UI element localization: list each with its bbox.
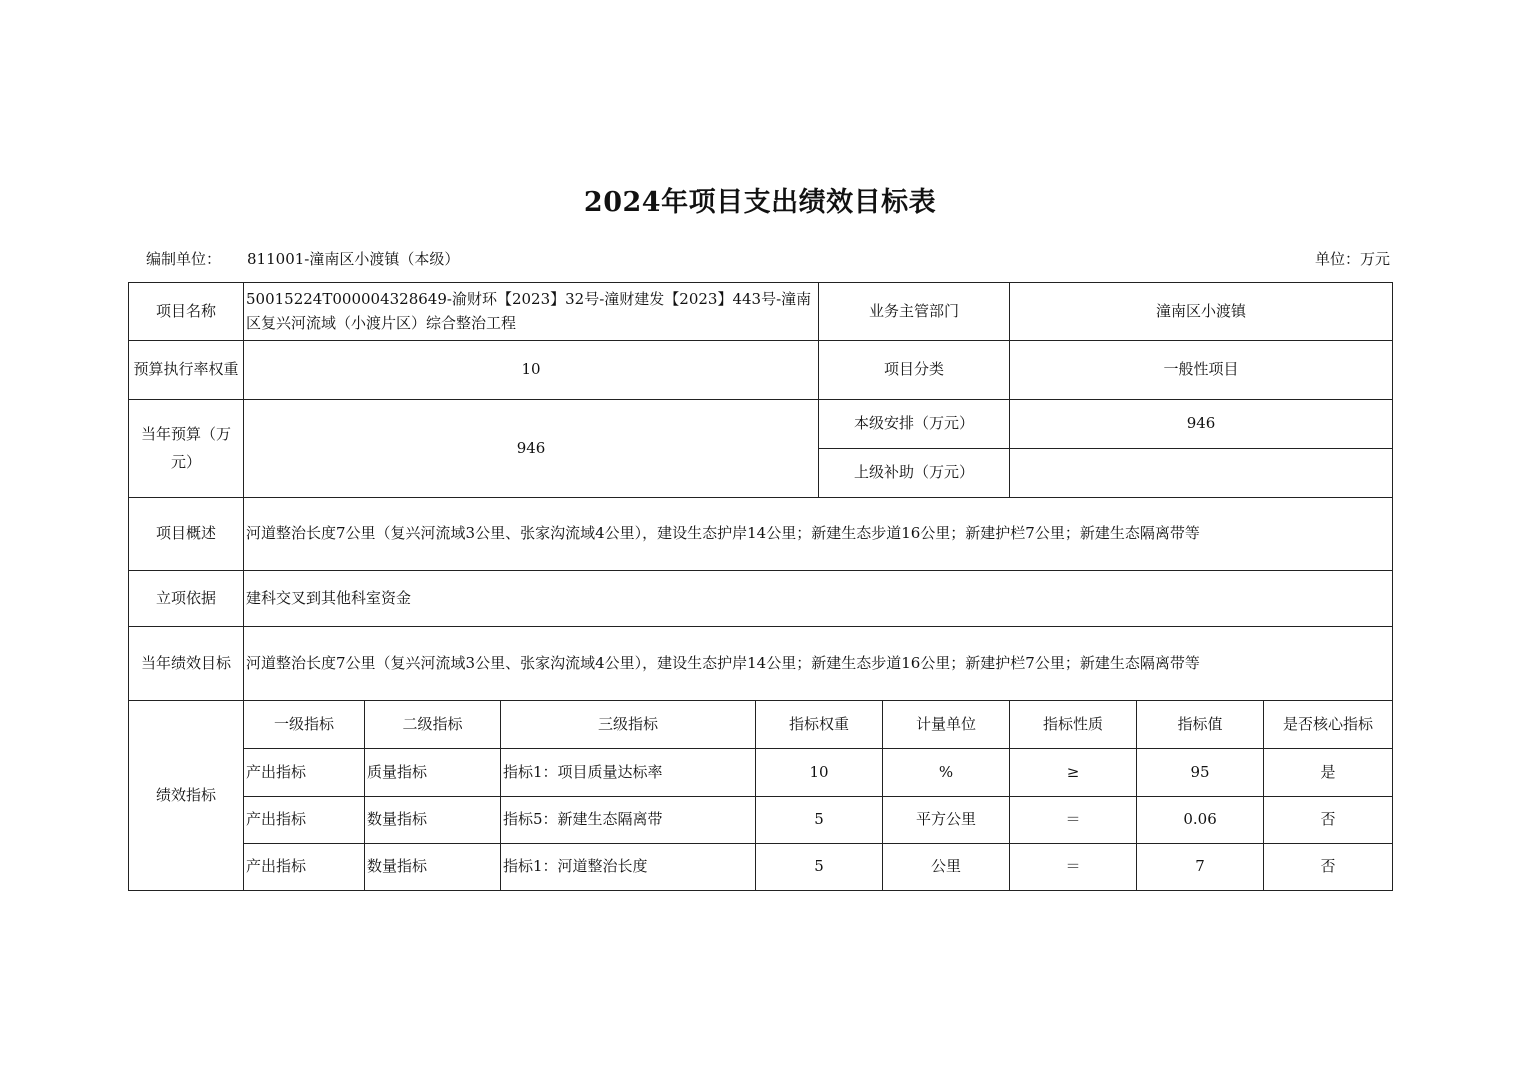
indicator-nature: ＝	[1010, 844, 1137, 891]
header-core: 是否核心指标	[1264, 701, 1393, 749]
project-name-label: 项目名称	[129, 283, 244, 341]
dept-value: 潼南区小渡镇	[1010, 283, 1393, 341]
header-level3: 三级指标	[501, 701, 756, 749]
category-label: 项目分类	[819, 341, 1010, 400]
row-budget	[129, 400, 1393, 449]
header-unit: 计量单位	[883, 701, 1010, 749]
category-value: 一般性项目	[1010, 341, 1393, 400]
row-goal	[129, 627, 1393, 701]
indicator-value: 0.06	[1137, 797, 1264, 844]
dept-label: 业务主管部门	[819, 283, 1010, 341]
header-weight: 指标权重	[756, 701, 883, 749]
summary-label: 项目概述	[129, 498, 244, 571]
indicator-weight: 5	[756, 797, 883, 844]
indicators-label: 绩效指标	[129, 701, 244, 891]
indicator-row	[129, 844, 1393, 891]
indicator-row	[129, 797, 1393, 844]
header-level1: 一级指标	[244, 701, 365, 749]
goal-value: 河道整治长度7公里（复兴河流域3公里、张家沟流域4公里），建设生态护岸14公里；新建生态步道16公里；新建护栏7公里；新建生态隔离带等	[244, 627, 1393, 701]
indicator-core: 否	[1264, 797, 1393, 844]
row-exec-weight	[129, 341, 1393, 400]
row-basis	[129, 571, 1393, 627]
exec-weight-value: 10	[244, 341, 819, 400]
org-label: 编制单位：	[146, 250, 222, 268]
indicator-unit: 平方公里	[883, 797, 1010, 844]
indicator-core: 是	[1264, 749, 1393, 797]
row-project-name	[129, 283, 1393, 341]
indicator-nature: ＝	[1010, 797, 1137, 844]
indicator-level3: 指标1：河道整治长度	[501, 844, 756, 891]
indicator-level2: 质量指标	[365, 749, 501, 797]
indicator-unit: 公里	[883, 844, 1010, 891]
performance-table	[128, 282, 1393, 891]
budget-label: 当年预算（万元）	[129, 400, 244, 498]
project-name-value: 50015224T000004328649-渝财环【2023】32号-潼财建发【2023】443号-潼南区复兴河流域（小渡片区）综合整治工程	[244, 283, 819, 341]
indicator-nature: ≥	[1010, 749, 1137, 797]
indicator-weight: 10	[756, 749, 883, 797]
indicator-header-row	[129, 701, 1393, 749]
indicator-level2: 数量指标	[365, 844, 501, 891]
local-label: 本级安排（万元）	[819, 400, 1010, 449]
org-info	[146, 248, 459, 269]
summary-value: 河道整治长度7公里（复兴河流域3公里、张家沟流域4公里），建设生态护岸14公里；新建生态步道16公里；新建护栏7公里；新建生态隔离带等	[244, 498, 1393, 571]
row-summary	[129, 498, 1393, 571]
indicator-level2: 数量指标	[365, 797, 501, 844]
header-nature: 指标性质	[1010, 701, 1137, 749]
basis-label: 立项依据	[129, 571, 244, 627]
indicator-level1: 产出指标	[244, 749, 365, 797]
header-level2: 二级指标	[365, 701, 501, 749]
budget-value: 946	[244, 400, 819, 498]
org-value: 811001-潼南区小渡镇（本级）	[247, 250, 460, 268]
indicator-value: 95	[1137, 749, 1264, 797]
local-value: 946	[1010, 400, 1393, 449]
indicator-core: 否	[1264, 844, 1393, 891]
basis-value: 建科交叉到其他科室资金	[244, 571, 1393, 627]
indicator-level1: 产出指标	[244, 797, 365, 844]
indicator-level3: 指标1：项目质量达标率	[501, 749, 756, 797]
exec-weight-label: 预算执行率权重	[129, 341, 244, 400]
indicator-unit: %	[883, 749, 1010, 797]
indicator-row	[129, 749, 1393, 797]
indicator-level1: 产出指标	[244, 844, 365, 891]
goal-label: 当年绩效目标	[129, 627, 244, 701]
indicator-level3: 指标5：新建生态隔离带	[501, 797, 756, 844]
header-value: 指标值	[1137, 701, 1264, 749]
page-title: 2024年项目支出绩效目标表	[583, 187, 937, 218]
upper-label: 上级补助（万元）	[819, 449, 1010, 498]
upper-value	[1010, 449, 1393, 498]
unit-label: 单位：万元	[1314, 250, 1390, 268]
indicator-weight: 5	[756, 844, 883, 891]
indicator-value: 7	[1137, 844, 1264, 891]
